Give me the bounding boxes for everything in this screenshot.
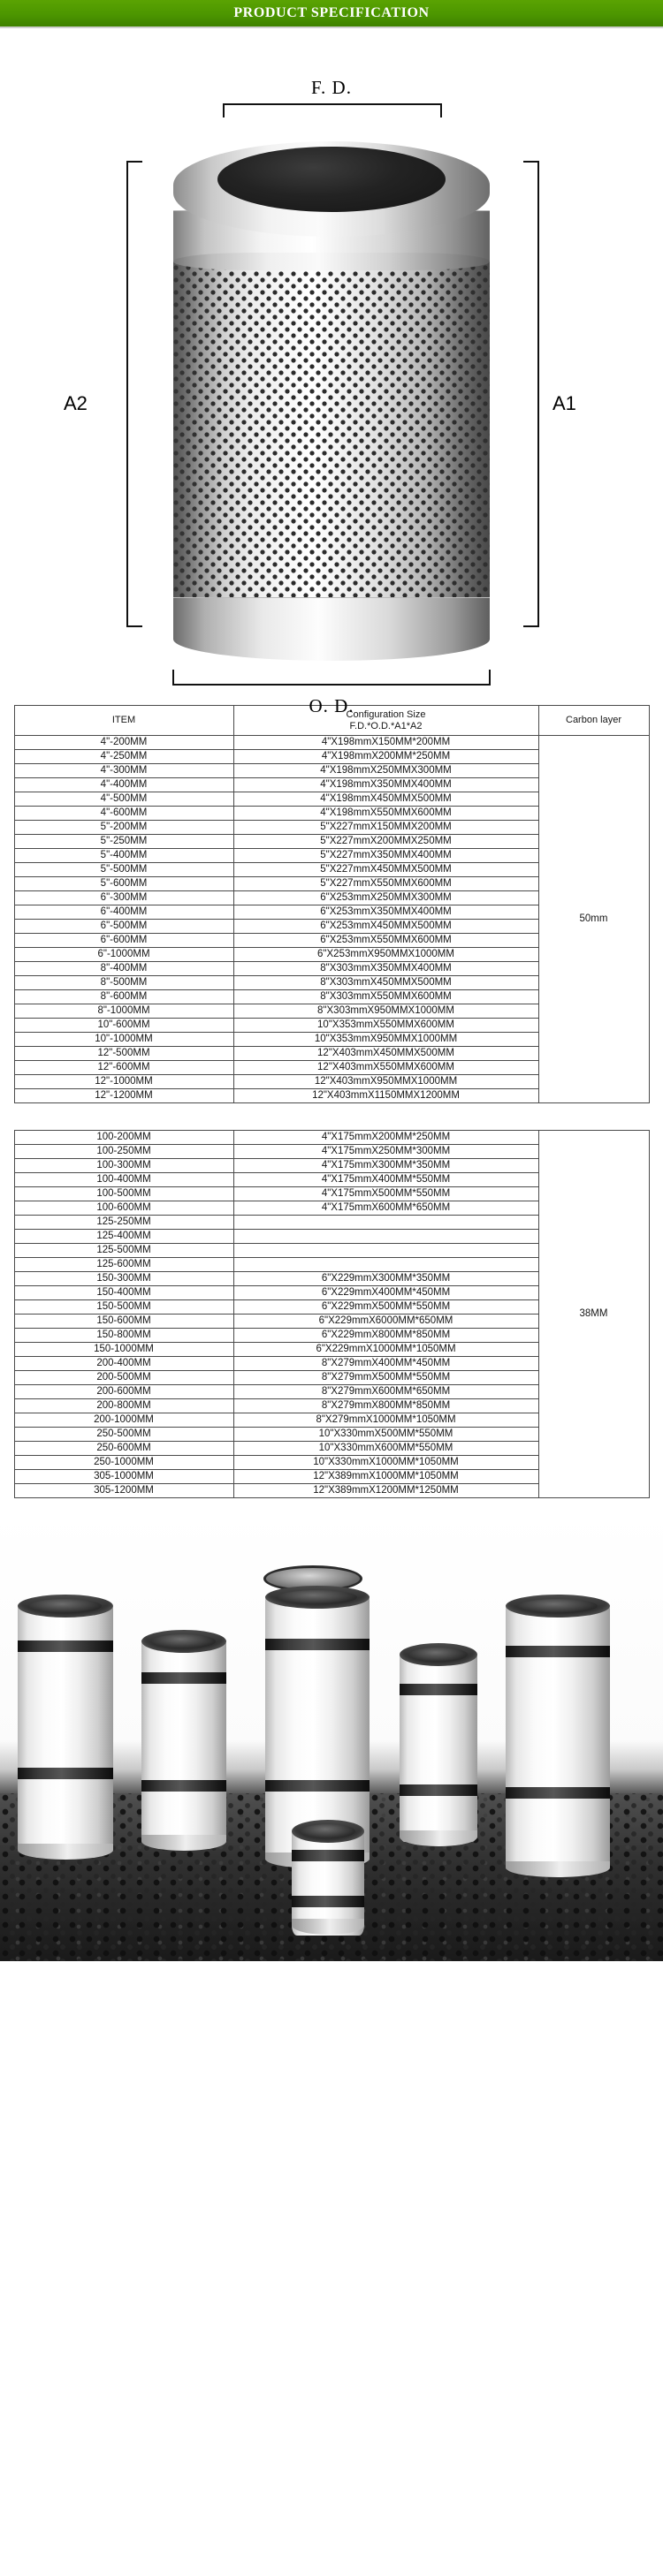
cell-item: 250-600MM [14, 1442, 233, 1456]
filter-top-opening [217, 147, 446, 212]
cell-item: 100-200MM [14, 1131, 233, 1145]
filter-band-top [18, 1640, 113, 1652]
cell-item: 250-1000MM [14, 1456, 233, 1470]
cell-configuration-size: 12"X403mmX550MMX600MM [233, 1061, 538, 1075]
cell-item: 305-1000MM [14, 1470, 233, 1484]
header-configuration-size [233, 706, 538, 736]
cell-item: 200-800MM [14, 1399, 233, 1413]
cell-item: 150-800MM [14, 1329, 233, 1343]
cell-item: 200-400MM [14, 1357, 233, 1371]
cell-configuration-size: 4"X175mmX300MM*350MM [233, 1159, 538, 1173]
filter-foot [400, 1830, 477, 1846]
filter-foot [506, 1861, 610, 1877]
cell-item: 4"-250MM [14, 750, 233, 764]
specification-table-50mm [14, 705, 650, 1103]
cell-item: 100-500MM [14, 1187, 233, 1201]
cell-item: 6"-500MM [14, 920, 233, 934]
cell-configuration-size: 6"X253mmX350MMX400MM [233, 905, 538, 920]
cell-configuration-size: 4"X175mmX200MM*250MM [233, 1131, 538, 1145]
cell-item: 8"-500MM [14, 976, 233, 990]
cell-item: 12"-500MM [14, 1047, 233, 1061]
cell-item: 150-300MM [14, 1272, 233, 1286]
cell-configuration-size: 6"X229mmX500MM*550MM [233, 1300, 538, 1315]
label-flange-diameter: F. D. [311, 77, 352, 98]
cell-item: 5"-500MM [14, 863, 233, 877]
filter-product-1 [18, 1595, 113, 1860]
height-a1-bracket [523, 161, 539, 627]
cell-item: 6"-1000MM [14, 948, 233, 962]
specification-table-38mm [14, 1130, 650, 1498]
height-a2-bracket [126, 161, 142, 627]
filter-band-bottom [18, 1768, 113, 1779]
cell-configuration-size: 4"X175mmX500MM*550MM [233, 1187, 538, 1201]
filter-product-2 [141, 1630, 226, 1851]
cell-item: 5"-400MM [14, 849, 233, 863]
filter-band-bottom [141, 1780, 226, 1792]
cell-configuration-size: 5"X227mmX200MMX250MM [233, 835, 538, 849]
cell-item: 125-500MM [14, 1244, 233, 1258]
cell-configuration-size: 4"X198mmX150MM*200MM [233, 736, 538, 750]
cell-configuration-size: 10"X353mmX950MMX1000MM [233, 1033, 538, 1047]
cell-item: 12"-1000MM [14, 1075, 233, 1089]
filter-band-top [506, 1646, 610, 1657]
filter-band-bottom [506, 1787, 610, 1799]
cell-configuration-size: 6"X229mmX400MM*450MM [233, 1286, 538, 1300]
cell-item: 5"-250MM [14, 835, 233, 849]
cell-item: 200-1000MM [14, 1413, 233, 1428]
cell-item: 150-600MM [14, 1315, 233, 1329]
cell-configuration-size: 6"X253mmX450MMX500MM [233, 920, 538, 934]
cell-configuration-size: 10"X330mmX500MM*550MM [233, 1428, 538, 1442]
cell-configuration-size: 10"X330mmX1000MM*1050MM [233, 1456, 538, 1470]
cell-configuration-size: 4"X175mmX600MM*650MM [233, 1201, 538, 1216]
label-height-a2: A2 [64, 392, 88, 414]
cell-configuration-size: 12"X389mmX1200MM*1250MM [233, 1484, 538, 1498]
filter-rim [292, 1820, 364, 1843]
cell-configuration-size: 5"X227mmX550MMX600MM [233, 877, 538, 891]
cell-item: 305-1200MM [14, 1484, 233, 1498]
cell-item: 100-600MM [14, 1201, 233, 1216]
cell-configuration-size [233, 1258, 538, 1272]
product-photo-group [0, 1511, 663, 1961]
filter-rim-inner [29, 1599, 102, 1613]
cell-item: 8"-1000MM [14, 1004, 233, 1019]
cell-item: 6"-400MM [14, 905, 233, 920]
filter-rim [506, 1595, 610, 1618]
cell-item: 125-600MM [14, 1258, 233, 1272]
cell-item: 5"-600MM [14, 877, 233, 891]
cell-configuration-size: 6"X229mmX300MM*350MM [233, 1272, 538, 1286]
filter-rim [265, 1586, 370, 1609]
cell-item: 150-500MM [14, 1300, 233, 1315]
perforated-mesh-body [173, 253, 490, 617]
cell-item: 125-400MM [14, 1230, 233, 1244]
cell-item: 12"-1200MM [14, 1089, 233, 1103]
cell-item: 8"-400MM [14, 962, 233, 976]
cell-configuration-size: 5"X227mmX150MMX200MM [233, 821, 538, 835]
cell-item: 100-300MM [14, 1159, 233, 1173]
cell-configuration-size [233, 1244, 538, 1258]
cell-configuration-size: 6"X229mmX800MM*850MM [233, 1329, 538, 1343]
filter-rim-inner [152, 1634, 217, 1648]
filter-foot [141, 1835, 226, 1851]
cell-item: 12"-600MM [14, 1061, 233, 1075]
cell-configuration-size: 6"X229mmX1000MM*1050MM [233, 1343, 538, 1357]
filter-rim-inner [301, 1824, 355, 1838]
cell-item: 4"-600MM [14, 807, 233, 821]
filter-rim [400, 1643, 477, 1666]
label-height-a1: A1 [552, 392, 576, 414]
cell-configuration-size: 4"X198mmX250MMX300MM [233, 764, 538, 778]
filter-foot [18, 1844, 113, 1860]
filter-rim-inner [278, 1590, 357, 1604]
cell-carbon-layer: 50mm [538, 736, 649, 1103]
filter-product-5 [506, 1595, 610, 1877]
cell-item: 8"-600MM [14, 990, 233, 1004]
table-row [14, 1131, 649, 1145]
cell-carbon-layer: 38MM [538, 1131, 649, 1498]
cell-item: 4"-200MM [14, 736, 233, 750]
table-body-38mm [14, 1131, 649, 1498]
cell-configuration-size [233, 1216, 538, 1230]
cell-configuration-size: 4"X175mmX400MM*550MM [233, 1173, 538, 1187]
filter-band-top [141, 1672, 226, 1684]
cell-configuration-size [233, 1230, 538, 1244]
cell-item: 200-500MM [14, 1371, 233, 1385]
table-body-50mm [14, 736, 649, 1103]
cell-configuration-size: 12"X403mmX1150MMX1200MM [233, 1089, 538, 1103]
cell-item: 10"-600MM [14, 1019, 233, 1033]
cell-item: 200-600MM [14, 1385, 233, 1399]
cell-configuration-size: 6"X253mmX550MMX600MM [233, 934, 538, 948]
cell-item: 4"-400MM [14, 778, 233, 792]
flange-diameter-bracket [223, 103, 442, 117]
cell-configuration-size: 8"X279mmX800MM*850MM [233, 1399, 538, 1413]
product-specification-banner [0, 0, 663, 28]
table-separator-gap [14, 1103, 649, 1125]
cell-item: 150-1000MM [14, 1343, 233, 1357]
cell-configuration-size: 4"X198mmX550MMX600MM [233, 807, 538, 821]
cell-configuration-size: 5"X227mmX350MMX400MM [233, 849, 538, 863]
filter-band-top [400, 1684, 477, 1695]
header-item: ITEM [14, 706, 233, 736]
filter-band-top [292, 1850, 364, 1861]
cell-item: 150-400MM [14, 1286, 233, 1300]
cell-configuration-size: 8"X279mmX500MM*550MM [233, 1371, 538, 1385]
filter-band-bottom [265, 1780, 370, 1792]
filter-band-bottom [292, 1896, 364, 1907]
label-outer-diameter: O. D. [309, 695, 354, 716]
cell-configuration-size: 5"X227mmX450MMX500MM [233, 863, 538, 877]
header-config-line2: F.D.*O.D.*A1*A2 [349, 720, 423, 731]
outer-diameter-bracket [172, 670, 491, 686]
header-carbon-layer: Carbon layer [538, 706, 649, 736]
table-row [14, 736, 649, 750]
cell-item: 4"-500MM [14, 792, 233, 807]
page-title: PRODUCT SPECIFICATION [233, 5, 430, 20]
cell-item: 5"-200MM [14, 821, 233, 835]
cell-item: 125-250MM [14, 1216, 233, 1230]
filter-product-4 [400, 1643, 477, 1846]
cell-configuration-size: 4"X198mmX450MMX500MM [233, 792, 538, 807]
carbon-filter-illustration [173, 141, 490, 663]
cell-configuration-size: 12"X403mmX950MMX1000MM [233, 1075, 538, 1089]
cell-item: 250-500MM [14, 1428, 233, 1442]
filter-band-bottom [400, 1784, 477, 1796]
cell-configuration-size: 6"X229mmX6000MM*650MM [233, 1315, 538, 1329]
cell-configuration-size: 10"X330mmX600MM*550MM [233, 1442, 538, 1456]
cell-item: 6"-600MM [14, 934, 233, 948]
filter-rim-inner [409, 1648, 469, 1662]
filter-band-top [265, 1639, 370, 1650]
cell-configuration-size: 8"X279mmX600MM*650MM [233, 1385, 538, 1399]
cell-configuration-size: 10"X353mmX550MMX600MM [233, 1019, 538, 1033]
cell-configuration-size: 4"X198mmX200MM*250MM [233, 750, 538, 764]
cell-configuration-size: 8"X303mmX950MMX1000MM [233, 1004, 538, 1019]
cell-configuration-size: 6"X253mmX950MMX1000MM [233, 948, 538, 962]
cell-configuration-size: 6"X253mmX250MMX300MM [233, 891, 538, 905]
cell-configuration-size: 4"X198mmX350MMX400MM [233, 778, 538, 792]
filter-bottom-cap [173, 597, 490, 661]
cell-item: 10"-1000MM [14, 1033, 233, 1047]
cell-configuration-size: 8"X279mmX1000MM*1050MM [233, 1413, 538, 1428]
header-config-line1: Configuration Size [346, 708, 426, 720]
cell-configuration-size: 4"X175mmX250MM*300MM [233, 1145, 538, 1159]
cell-configuration-size: 8"X303mmX550MMX600MM [233, 990, 538, 1004]
cell-item: 100-250MM [14, 1145, 233, 1159]
cell-configuration-size: 8"X303mmX450MMX500MM [233, 976, 538, 990]
filter-rim [18, 1595, 113, 1618]
cell-configuration-size: 12"X403mmX450MMX500MM [233, 1047, 538, 1061]
filter-body [400, 1655, 477, 1842]
filter-rim-inner [518, 1599, 598, 1613]
cell-item: 100-400MM [14, 1173, 233, 1187]
filter-rim [141, 1630, 226, 1653]
cell-configuration-size: 8"X303mmX350MMX400MM [233, 962, 538, 976]
cell-configuration-size: 8"X279mmX400MM*450MM [233, 1357, 538, 1371]
cell-item: 6"-300MM [14, 891, 233, 905]
cell-configuration-size: 12"X389mmX1000MM*1050MM [233, 1470, 538, 1484]
cell-item: 4"-300MM [14, 764, 233, 778]
filter-product-small [292, 1820, 364, 1935]
